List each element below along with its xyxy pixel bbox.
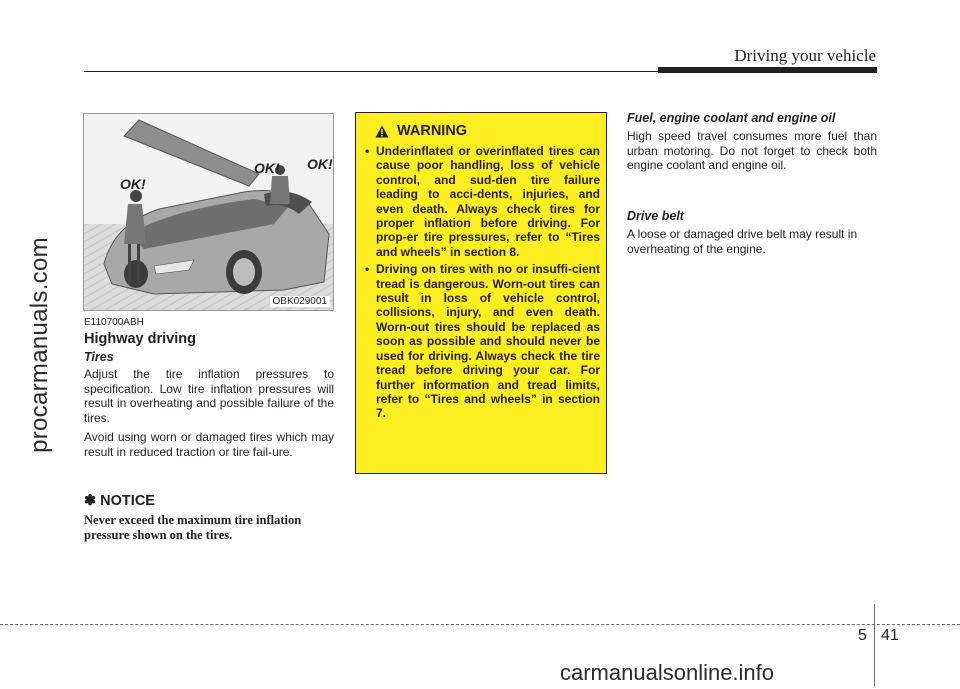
warning-triangle-icon [375, 125, 389, 138]
car-illustration [84, 114, 334, 311]
section-code: E110700ABH [84, 317, 144, 328]
warning-item: • Underinflated or overinflated tires can cause poor handling, loss of vehicle control, and sud-den tire failure leading to acci-dents, injuries, and even death. Always check tires for proper inflation before driving. For prop-er tire pressures, refer to “Tires and wheels” in section 8. [364, 144, 600, 259]
ok-label: OK! [307, 156, 333, 172]
ok-label: OK! [254, 160, 280, 176]
drive-belt-paragraph: A loose or damaged drive belt may result in overheating of the engine. [627, 227, 858, 256]
car-inspection-figure [83, 113, 334, 311]
warning-list [364, 144, 600, 421]
tires-subtitle: Tires [84, 350, 114, 364]
figure-code: OBK029001 [270, 296, 331, 307]
watermark-carmanualsonline[interactable]: carmanualsonline.info [560, 660, 775, 685]
header-rule-bar [658, 67, 877, 73]
watermark-procarmanuals[interactable]: procarmanuals.com [26, 237, 53, 453]
fuel-coolant-oil-subtitle: Fuel, engine coolant and engine oil [627, 111, 836, 125]
page-number-divider [874, 604, 875, 686]
page-number: 41 [881, 627, 899, 644]
header-rule [84, 71, 664, 72]
fuel-paragraph: High speed travel consumes more fuel than urban motoring. Do not forget to check both engine coolant and engine oil. [627, 129, 877, 173]
warning-title: WARNING [397, 123, 468, 139]
footer-rule [0, 624, 960, 625]
ok-label: OK! [120, 176, 146, 192]
warning-item: • Driving on tires with no or insuffi-cient tread is dangerous. Worn-out tires can result in loss of vehicle control, collisions, injury, and even death. Worn-out tires should be replaced as soon as possible and should never be used for driving. Always check the tire tread before driving your car. For further information and tread limits, refer to “Tires and wheels” in section 7. [364, 262, 600, 420]
notice-title: ✽ NOTICE [84, 493, 155, 509]
warning-box [355, 112, 607, 474]
tires-paragraph-1: Adjust the tire inflation pressures to specification. Low tire inflation pressures will result in overheating and possible failure of the tires. [84, 367, 334, 425]
running-header-title: Driving your vehicle [734, 46, 876, 65]
tires-paragraph-2: Avoid using worn or damaged tires which may result in reduced traction or tire fail-ure. [84, 430, 334, 459]
notice-text: Never exceed the maximum tire inflation pressure shown on the tires. [84, 513, 302, 542]
section-title: Highway driving [84, 331, 196, 347]
chapter-number: 5 [858, 627, 867, 644]
drive-belt-subtitle: Drive belt [627, 209, 684, 223]
warning-header [375, 123, 600, 139]
